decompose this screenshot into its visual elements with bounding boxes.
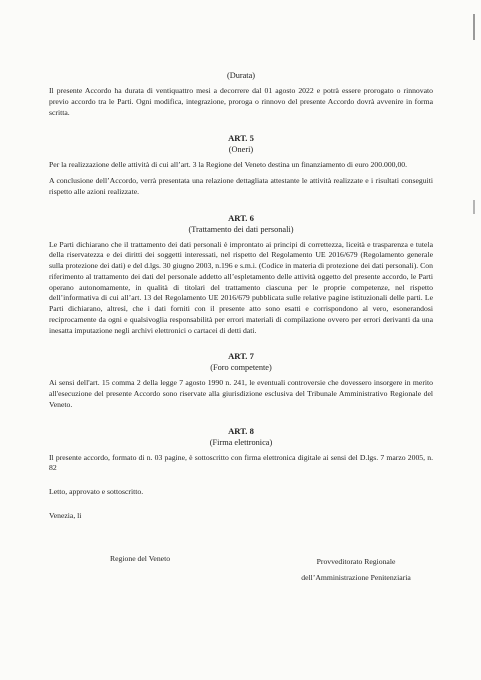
page-content <box>49 70 433 522</box>
art8-title: ART. 8 <box>228 425 254 436</box>
art8-subtitle: (Firma elettronica) <box>209 437 273 447</box>
art7-subtitle: (Foro competente) <box>210 363 272 373</box>
durata-paragraph: Il presente Accordo ha durata di ventiquattro mesi a decorrere dal 01 agosto 2022 e potrà essere prorogato o rinnovato previo accordo tra le Parti. Ogni modifica, integrazione, proroga o rinnovo del presente Accordo dovrà avvenire in forma scritta. <box>49 86 433 117</box>
signatory-left: Regione del Veneto <box>110 554 171 563</box>
signatory-right-line-2: dell’Amministrazione Penitenziaria <box>301 573 411 582</box>
art5-subtitle: (Oneri) <box>228 145 254 155</box>
durata-subtitle: (Durata) <box>226 71 256 80</box>
scan-edge-mark <box>473 14 475 40</box>
signatory-right-line-1: Provveditorato Regionale <box>316 557 396 566</box>
place-date-line: Venezia, li <box>49 510 82 520</box>
art5-title: ART. 5 <box>228 133 254 144</box>
art7-title: ART. 7 <box>228 351 254 362</box>
art5-paragraph-1: Per la realizzazione delle attività di cui all’art. 3 la Regione del Veneto destina un finanziamento di euro 200.000,00. <box>49 160 408 170</box>
art7-paragraph: Ai sensi dell'art. 15 comma 2 della legge 7 agosto 1990 n. 241, le eventuali controversie che dovessero insorgere in merito all'esecuzione del presente Accordo sono riservate alla giurisdizione esclusiva del Tribunale Amministrativo Regionale del Veneto. <box>49 378 433 409</box>
approved-line: Letto, approvato e sottoscritto. <box>49 487 144 496</box>
art6-title: ART. 6 <box>228 212 254 223</box>
art6-subtitle: (Trattamento dei dati personali) <box>188 224 294 234</box>
signatory-right <box>266 554 446 586</box>
scan-edge-mark <box>473 200 475 214</box>
art5-paragraph-2: A conclusione dell’Accordo, verrà presentata una relazione dettagliata attestante le attività realizzate e i risultati conseguiti rispetto alle azioni realizzate. <box>49 176 433 196</box>
art6-paragraph: Le Parti dichiarano che il trattamento dei dati personali è improntato ai principi di correttezza, liceità e trasparenza e tutela della riservatezza e dei diritti dei soggetti interessati, nel rispetto del Regolamento UE 2016/679 (Regolamento generale sulla protezione dei dati) e del d.lgs. 30 giugno 2003, n.196 e s.m.i. (Codice in materia di protezione dei dati personali). Con riferimento al trattamento dei dati del personale addetto all’espletamento delle attività oggetto del presente accordo, le Parti operano autonomamente, in qualità di titolari del trattamento ciascuna per le proprie competenze, nel rispetto dell’informativa di cui all’art. 13 del Regolamento UE 2016/679 pubblicata sulle relative pagine istituzionali delle parti. Le Parti dichiarano, altresì, che i dati forniti con il presente atto sono esatti e corrispondono al vero, esonerandosi reciprocamente da ogni e qualsivoglia responsabilità per errori materiali di compilazione ovvero per errori derivanti da una inesatta imputazione negli archivi elettronici o cartacei di detti dati. <box>49 239 433 335</box>
art8-paragraph: Il presente accordo, formato di n. 03 pagine, è sottoscritto con firma elettronica digitale ai sensi del D.lgs. 7 marzo 2005, n. 82 <box>49 452 433 473</box>
